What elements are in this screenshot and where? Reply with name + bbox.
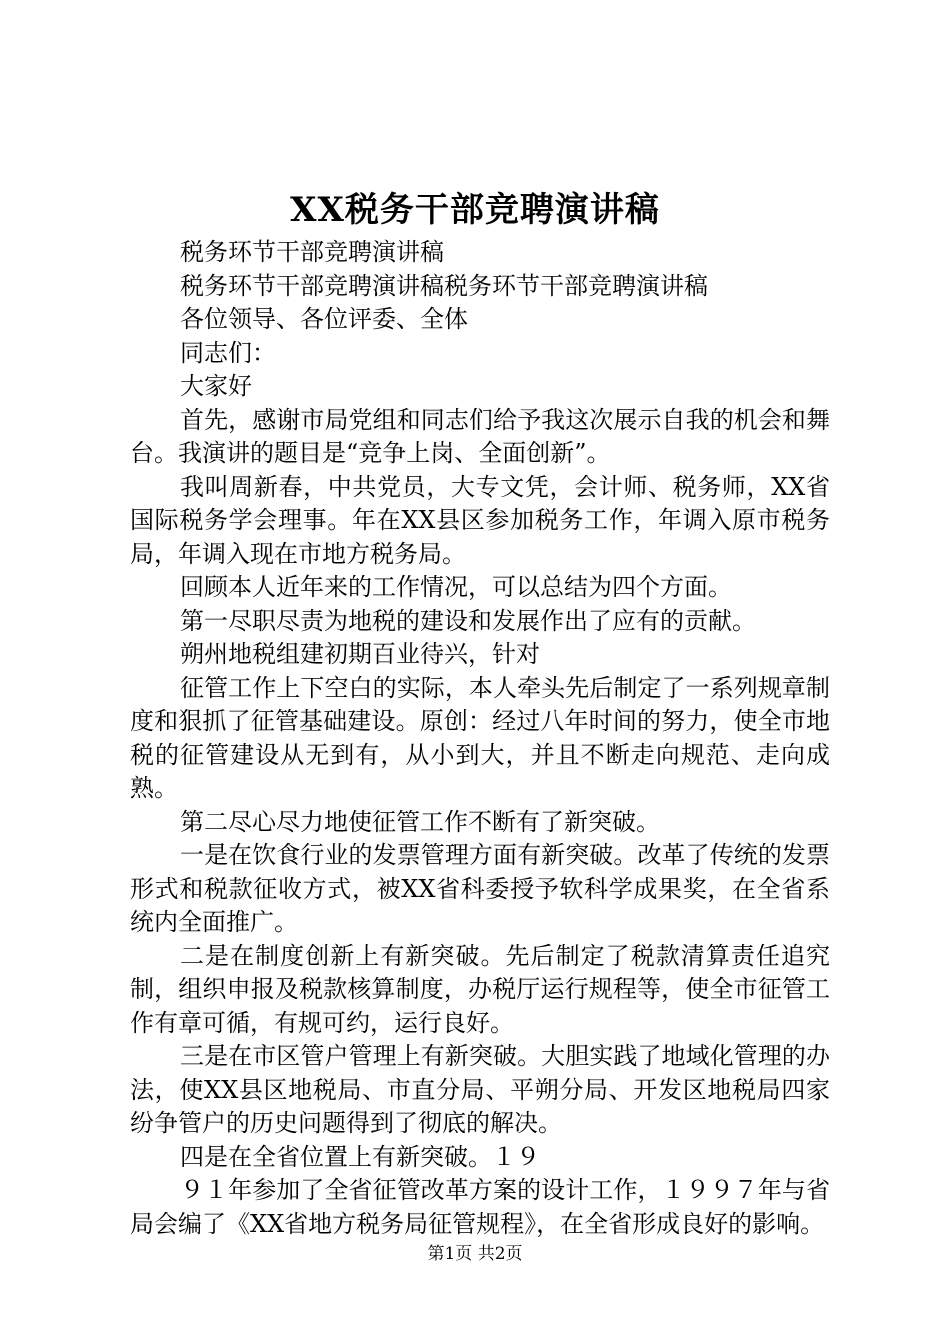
paragraph: 税务环节干部竞聘演讲稿税务环节干部竞聘演讲稿 (180, 271, 708, 300)
paragraph: 第二尽心尽力地使征管工作不断有了新突破。 (180, 807, 660, 836)
paragraph: 征管工作上下空白的实际，本人牵头先后制定了一系列规章制度和狠抓了征管基础建设。原创：经过八年时间的努力，使全市地税的征管建设从无到有，从小到大，并且不断走向规范、走向成熟。 (130, 673, 830, 802)
paragraph: ９１年参加了全省征管改革方案的设计工作，１９９７年与省局会编了《XX省地方税务局征管规程》，在全省形成良好的影响。 (130, 1176, 830, 1238)
paragraph: 税务环节干部竞聘演讲稿 (180, 238, 444, 266)
paragraph: 我叫周新春，中共党员，大专文凭，会计师、税务师，XX省国际税务学会理事。年在XX县区参加税务工作，年调入原市税务局，年调入现在市地方税务局。 (130, 472, 830, 568)
paragraph: 第一尽职尽责为地税的建设和发展作出了应有的贡献。 (180, 606, 756, 635)
paragraph: 同志们： (180, 338, 276, 367)
page-footer: 第1页 共2页 (427, 1244, 523, 1264)
paragraph: 二是在制度创新上有新突破。先后制定了税款清算责任追究制，组织申报及税款核算制度，办税厅运行规程等，使全市征管工作有章可循，有规可约，运行良好。 (130, 941, 830, 1037)
paragraph: 大家好 (180, 372, 252, 400)
document-title: XX税务干部竞聘演讲稿 (290, 190, 660, 230)
paragraph: 回顾本人近年来的工作情况，可以总结为四个方面。 (180, 573, 732, 601)
paragraph: 各位领导、各位评委、全体 (180, 305, 468, 333)
paragraph: 三是在市区管户管理上有新突破。大胆实践了地域化管理的办法，使XX县区地税局、市直分局、平朔分局、开发区地税局四家纷争管户的历史问题得到了彻底的解决。 (130, 1042, 830, 1137)
document-body (130, 236, 830, 1241)
paragraph: 首先，感谢市局党组和同志们给予我这次展示自我的机会和舞台。我演讲的题目是“竞争上岗、全面创新”。 (130, 405, 830, 467)
paragraph: 朔州地税组建初期百业待兴，针对 (180, 640, 540, 668)
paragraph: 四是在全省位置上有新突破。１９ (180, 1142, 540, 1171)
paragraph: 一是在饮食行业的发票管理方面有新突破。改革了传统的发票形式和税款征收方式，被XX省科委授予软科学成果奖，在全省系统内全面推广。 (130, 841, 830, 936)
